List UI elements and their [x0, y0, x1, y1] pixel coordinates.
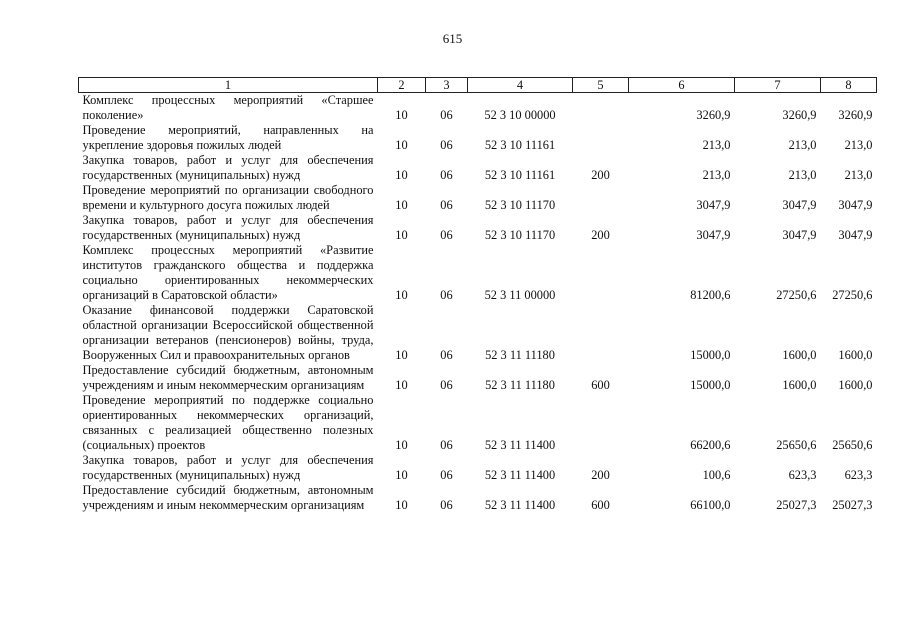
column-header-3: 3	[426, 78, 468, 93]
table-row	[79, 363, 877, 393]
row-amount-7: 213,0	[788, 168, 817, 182]
row-section: 10	[395, 498, 408, 512]
row-expense-type: 200	[591, 228, 610, 242]
table-row	[79, 123, 877, 153]
row-amount-8: 25650,6	[832, 438, 873, 452]
row-amount-8: 1600,0	[838, 378, 873, 392]
row-amount-8: 213,0	[844, 168, 873, 182]
column-header-7: 7	[735, 78, 821, 93]
table-row	[79, 483, 877, 513]
budget-table	[78, 77, 877, 513]
row-amount-8: 623,3	[844, 468, 873, 482]
column-header-1: 1	[79, 78, 378, 93]
row-name: Оказание финансовой поддержки Саратовской областной организации Всероссийской общественной организации ветеранов (пенсионеров) войны, труда, Вооруженных Сил и правоохранительных органов	[82, 303, 374, 362]
row-target-article: 52 3 10 11170	[484, 198, 556, 212]
row-expense-type	[573, 123, 629, 153]
row-section: 10	[395, 378, 408, 392]
row-amount-6: 15000,0	[690, 378, 731, 392]
row-name: Проведение мероприятий, направленных на укрепление здоровья пожилых людей	[82, 123, 374, 152]
row-subsection: 06	[440, 198, 453, 212]
row-subsection: 06	[440, 348, 453, 362]
row-target-article: 52 3 10 00000	[484, 108, 556, 122]
row-amount-7: 623,3	[788, 468, 817, 482]
row-expense-type	[573, 93, 629, 124]
page-number: 615	[442, 31, 463, 46]
row-section: 10	[395, 228, 408, 242]
table-row	[79, 213, 877, 243]
row-subsection: 06	[440, 168, 453, 182]
row-expense-type	[573, 183, 629, 213]
column-header-5: 5	[573, 78, 629, 93]
row-expense-type	[573, 303, 629, 363]
row-expense-type	[573, 243, 629, 303]
row-target-article: 52 3 11 11400	[484, 498, 556, 512]
row-amount-8: 27250,6	[832, 288, 873, 302]
row-subsection: 06	[440, 228, 453, 242]
table-row	[79, 453, 877, 483]
table-row	[79, 183, 877, 213]
row-amount-8: 25027,3	[832, 498, 873, 512]
table-row	[79, 393, 877, 453]
row-amount-8: 213,0	[844, 138, 873, 152]
row-target-article: 52 3 10 11161	[484, 168, 556, 182]
row-section: 10	[395, 108, 408, 122]
row-amount-6: 15000,0	[690, 348, 731, 362]
table-row	[79, 243, 877, 303]
row-amount-8: 3047,9	[838, 198, 873, 212]
row-section: 10	[395, 168, 408, 182]
row-section: 10	[395, 198, 408, 212]
row-amount-6: 213,0	[702, 138, 731, 152]
row-amount-8: 3047,9	[838, 228, 873, 242]
column-header-2: 2	[378, 78, 426, 93]
row-amount-8: 3260,9	[838, 108, 873, 122]
row-expense-type	[573, 393, 629, 453]
table-body	[79, 93, 877, 514]
row-subsection: 06	[440, 468, 453, 482]
row-name: Комплекс процессных мероприятий «Старшее поколение»	[82, 93, 374, 122]
row-amount-8: 1600,0	[838, 348, 873, 362]
row-target-article: 52 3 10 11170	[484, 228, 556, 242]
row-amount-6: 81200,6	[690, 288, 731, 302]
table-row	[79, 93, 877, 124]
row-target-article: 52 3 10 11161	[484, 138, 556, 152]
row-amount-7: 3047,9	[782, 228, 817, 242]
row-amount-6: 3047,9	[696, 228, 731, 242]
column-header-6: 6	[629, 78, 735, 93]
row-name: Предоставление субсидий бюджетным, автономным учреждениям и иным некоммерческим организациям	[82, 483, 374, 512]
row-name: Закупка товаров, работ и услуг для обеспечения государственных (муниципальных) нужд	[82, 453, 374, 482]
row-expense-type: 200	[591, 468, 610, 482]
row-subsection: 06	[440, 498, 453, 512]
row-amount-6: 3047,9	[696, 198, 731, 212]
row-subsection: 06	[440, 138, 453, 152]
row-section: 10	[395, 138, 408, 152]
row-amount-6: 100,6	[702, 468, 731, 482]
row-amount-7: 213,0	[788, 138, 817, 152]
row-name: Закупка товаров, работ и услуг для обеспечения государственных (муниципальных) нужд	[82, 153, 374, 182]
row-target-article: 52 3 11 11180	[485, 348, 555, 362]
row-expense-type: 600	[591, 498, 610, 512]
row-amount-7: 1600,0	[782, 348, 817, 362]
header-row	[79, 78, 877, 93]
row-amount-6: 213,0	[702, 168, 731, 182]
row-target-article: 52 3 11 00000	[484, 288, 556, 302]
row-section: 10	[395, 348, 408, 362]
row-section: 10	[395, 288, 408, 302]
table-row	[79, 153, 877, 183]
row-amount-7: 27250,6	[776, 288, 817, 302]
row-name: Комплекс процессных мероприятий «Развитие институтов гражданского общества и поддержка социально ориентированных некоммерческих организаций в Саратовской области»	[82, 243, 374, 302]
table-header	[79, 78, 877, 93]
row-amount-7: 3260,9	[782, 108, 817, 122]
row-section: 10	[395, 438, 408, 452]
row-amount-6: 3260,9	[696, 108, 731, 122]
row-target-article: 52 3 11 11400	[484, 468, 556, 482]
table-row	[79, 303, 877, 363]
row-name: Предоставление субсидий бюджетным, автономным учреждениям и иным некоммерческим организациям	[82, 363, 374, 392]
row-section: 10	[395, 468, 408, 482]
row-amount-7: 3047,9	[782, 198, 817, 212]
row-amount-7: 25650,6	[776, 438, 817, 452]
row-name: Закупка товаров, работ и услуг для обеспечения государственных (муниципальных) нужд	[82, 213, 374, 242]
column-header-4: 4	[468, 78, 573, 93]
row-expense-type: 600	[591, 378, 610, 392]
row-subsection: 06	[440, 438, 453, 452]
row-amount-6: 66100,0	[690, 498, 731, 512]
row-subsection: 06	[440, 378, 453, 392]
column-header-8: 8	[821, 78, 877, 93]
row-target-article: 52 3 11 11400	[484, 438, 556, 452]
row-name: Проведение мероприятий по организации свободного времени и культурного досуга пожилых людей	[82, 183, 374, 212]
row-name: Проведение мероприятий по поддержке социально ориентированных некоммерческих организаций, связанных с реализацией общественно полезных (социальных) проектов	[82, 393, 374, 452]
row-expense-type: 200	[591, 168, 610, 182]
row-amount-7: 25027,3	[776, 498, 817, 512]
row-subsection: 06	[440, 288, 453, 302]
row-amount-6: 66200,6	[690, 438, 731, 452]
row-subsection: 06	[440, 108, 453, 122]
row-amount-7: 1600,0	[782, 378, 817, 392]
row-target-article: 52 3 11 11180	[485, 378, 555, 392]
